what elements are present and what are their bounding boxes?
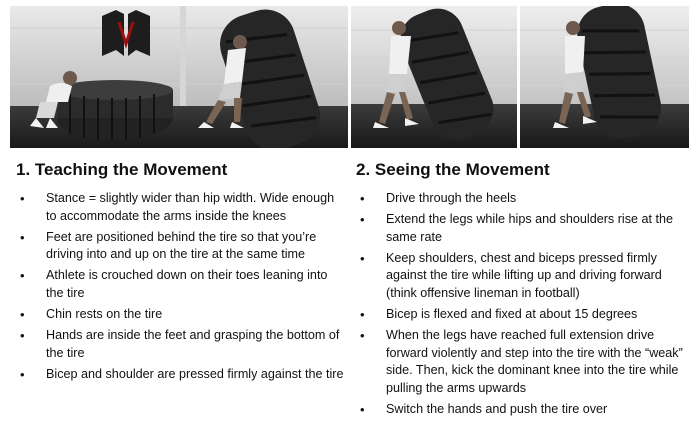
list-item: • Bicep is flexed and fixed at about 15 degrees: [356, 306, 691, 324]
list-item: • Switch the hands and push the tire over: [356, 401, 691, 419]
photo-strip: [0, 0, 700, 148]
list-item: • Keep shoulders, chest and biceps pressed firmly against the tire while lifting up and driving forward (think offensive lineman in football): [356, 250, 691, 303]
list-item: • Hands are inside the feet and grasping the bottom of the tire: [16, 327, 346, 362]
list-item: • When the legs have reached full extension drive forward violently and step into the tire with the “weak” side. Then, kick the dominant knee into the tire while pulling the arms upwards: [356, 327, 691, 397]
list-item: • Athlete is crouched down on their toes leaning into the tire: [16, 267, 346, 302]
seeing-heading: 2. Seeing the Movement: [356, 160, 550, 179]
list-item: • Feet are positioned behind the tire so that you’re driving into and up on the tire at the same time: [16, 229, 346, 264]
teaching-heading: 1. Teaching the Movement: [16, 160, 228, 179]
seeing-section: [356, 160, 691, 422]
list-item: • Chin rests on the tire: [16, 306, 346, 324]
list-item: • Drive through the heels: [356, 190, 691, 208]
list-item: • Extend the legs while hips and shoulders rise at the same rate: [356, 211, 691, 246]
list-item: • Stance = slightly wider than hip width. Wide enough to accommodate the arms inside the knees: [16, 190, 346, 225]
seeing-list: [356, 190, 691, 419]
list-item: • Bicep and shoulder are pressed firmly against the tire: [16, 366, 346, 384]
teaching-section: [16, 160, 346, 387]
teaching-list: [16, 190, 346, 383]
tire-flip-start-photo: [10, 6, 348, 148]
tire-flip-drive-photo: [351, 6, 689, 148]
